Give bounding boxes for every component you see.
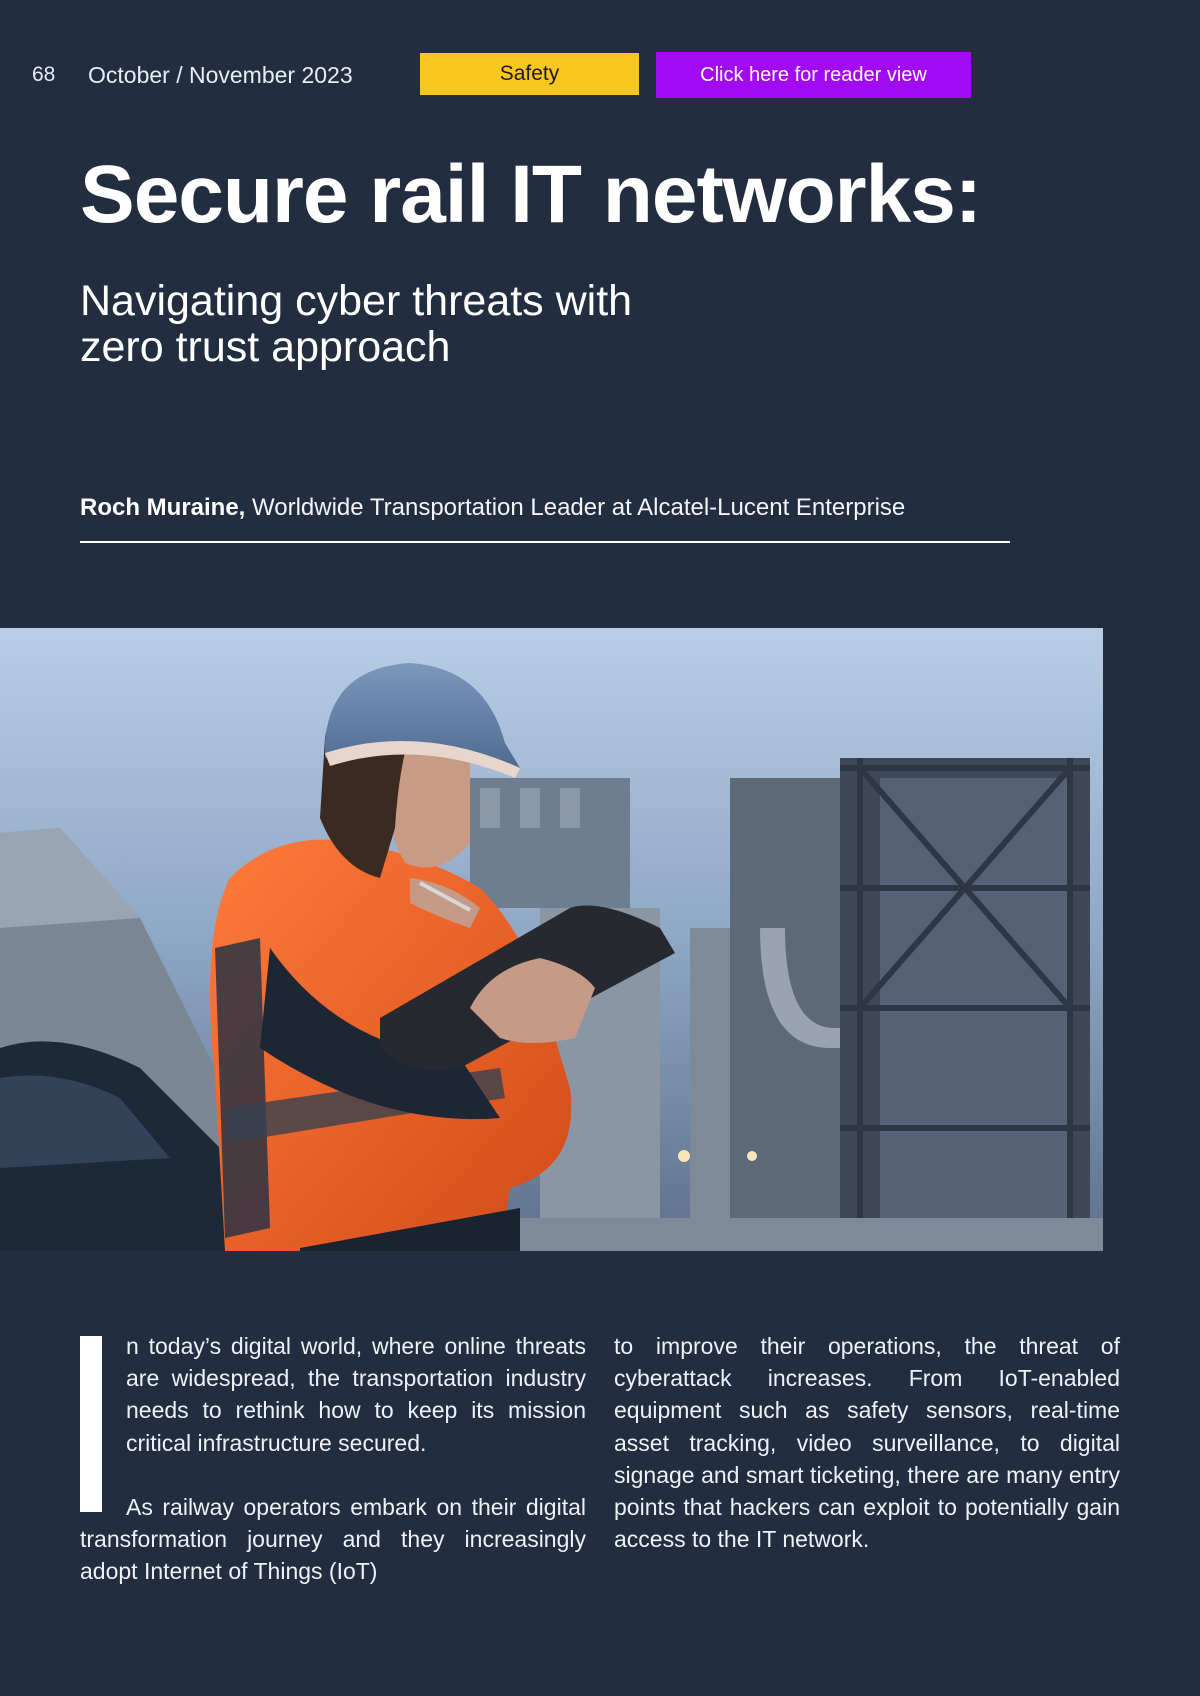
paragraph-intro: [80, 1330, 586, 1459]
page-header: [0, 50, 1200, 98]
column-left: [80, 1330, 586, 1619]
paragraph-2: As railway operators embark on their digital transformation journey and they increasingly adopt Internet of Things (IoT): [80, 1493, 586, 1585]
drop-cap: [80, 1336, 102, 1512]
subtitle-line-1: Navigating cyber threats with: [80, 277, 633, 325]
reader-view-button[interactable]: Click here for reader view: [656, 52, 971, 98]
paragraph-3: to improve their operations, the threat of cyberattack increases. From IoT-enabled equipment such as safety sensors, real-time asset tracking, video surveillance, to digital signage and smart ticketing, there are many entry points that hackers can exploit to potentially gain access to the IT network.: [614, 1333, 1120, 1553]
column-right: [614, 1330, 1120, 1587]
section-badge[interactable]: Safety: [420, 53, 639, 95]
paragraph-1: n today’s digital world, where online threats are widespread, the transportation industry needs to rethink how to keep its mission critical infrastructure secured.: [126, 1333, 586, 1456]
article-title: Secure rail IT networks:: [80, 149, 982, 240]
issue-date: October / November 2023: [88, 62, 353, 88]
article-subtitle: [80, 278, 780, 370]
page-number: 68: [32, 63, 56, 86]
author-name: Roch Muraine,: [80, 494, 246, 521]
subtitle-line-2: zero trust approach: [80, 323, 451, 371]
hero-photo: [0, 628, 1103, 1251]
author-role: Worldwide Transportation Leader at Alcatel-Lucent Enterprise: [252, 494, 906, 521]
byline: [80, 494, 905, 522]
byline-divider: [80, 541, 1010, 543]
